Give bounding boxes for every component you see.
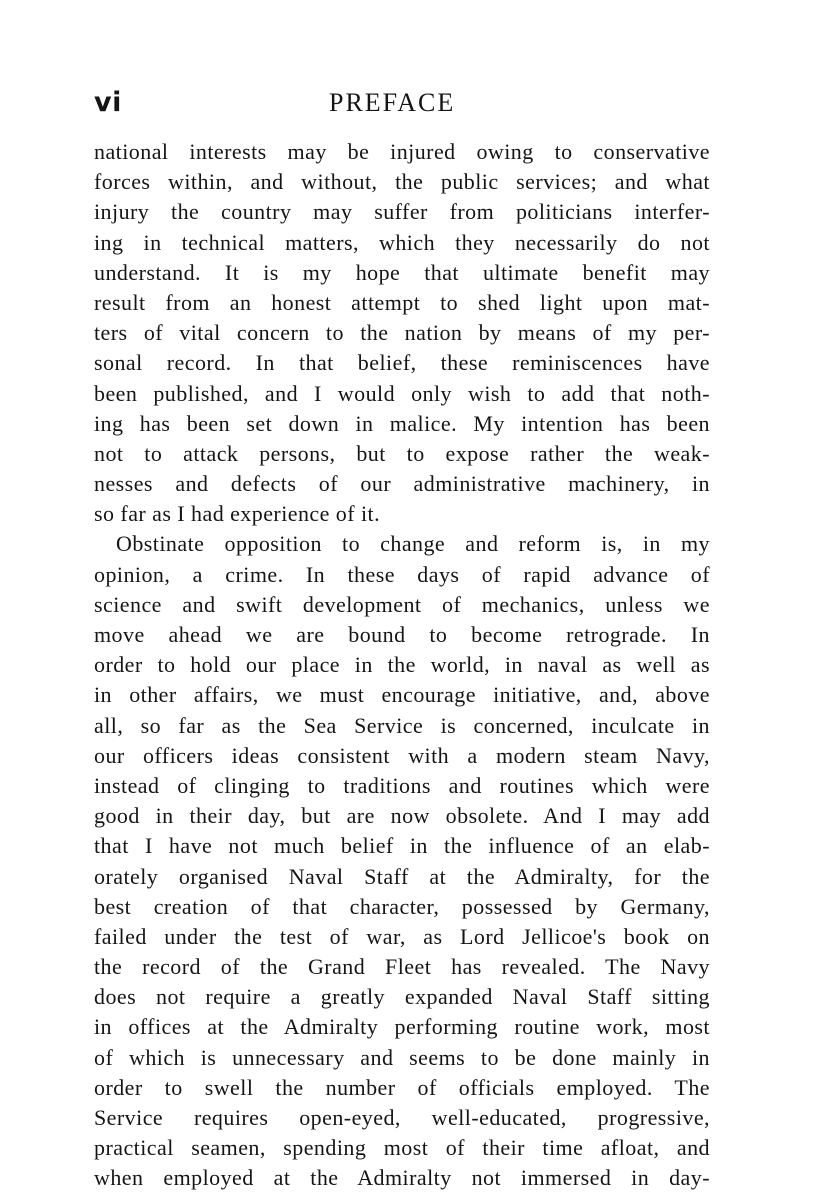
text-line: orately organised Naval Staff at the Admiralty, for the [94, 863, 710, 889]
paragraph-start-line: Obstinate opposition to change and reform is, in my [116, 531, 710, 557]
text-line: our officers ideas consistent with a modern steam Navy, [94, 742, 710, 768]
text-line: best creation of that character, possessed by Germany, [94, 893, 710, 919]
text-line: not to attack persons, but to expose rather the weak- [94, 440, 710, 466]
text-line: nesses and defects of our administrative machinery, in [94, 471, 710, 497]
text-line: order to swell the number of officials employed. The [94, 1074, 710, 1100]
text-line: the record of the Grand Fleet has revealed. The Navy [94, 954, 710, 980]
text-line: all, so far as the Sea Service is concerned, inculcate in [94, 712, 710, 738]
text-line: when employed at the Admiralty not immersed in day- [94, 1165, 710, 1191]
page-number: vi [94, 87, 122, 118]
text-line: that I have not much belief in the influence of an elab- [94, 833, 710, 859]
text-line: instead of clinging to traditions and routines which were [94, 772, 710, 798]
text-line: opinion, a crime. In these days of rapid advance of [94, 561, 710, 587]
text-line: science and swift development of mechanics, unless we [94, 591, 710, 617]
text-line: injury the country may suffer from politicians interfer- [94, 199, 710, 225]
running-head-title: PREFACE [329, 88, 456, 117]
page-header [94, 86, 714, 126]
text-line: ing in technical matters, which they necessarily do not [94, 229, 710, 255]
text-line: good in their day, but are now obsolete. And I may add [94, 803, 710, 829]
text-line: order to hold our place in the world, in naval as well as [94, 652, 710, 678]
text-line: ing has been set down in malice. My intention has been [94, 410, 710, 436]
text-line: result from an honest attempt to shed light upon mat- [94, 289, 710, 315]
text-line: move ahead we are bound to become retrograde. In [94, 622, 710, 647]
text-line: forces within, and without, the public services; and what [94, 169, 710, 195]
text-line: been published, and I would only wish to add that noth- [94, 380, 710, 406]
text-line: failed under the test of war, as Lord Jellicoe's book on [94, 923, 710, 949]
text-line: sonal record. In that belief, these reminiscences have [94, 350, 710, 376]
text-line: does not require a greatly expanded Naval Staff sitting [94, 984, 710, 1010]
text-line: ters of vital concern to the nation by means of my per- [94, 320, 710, 346]
text-line: in other affairs, we must encourage initiative, and, above [94, 682, 710, 708]
text-line: Service requires open-eyed, well-educated, progressive, [94, 1105, 710, 1130]
text-line: understand. It is my hope that ultimate benefit may [94, 259, 710, 285]
paragraph-end-line: so far as I had experience of it. [94, 501, 381, 527]
text-line: of which is unnecessary and seems to be done mainly in [94, 1044, 710, 1070]
text-line: practical seamen, spending most of their time afloat, and [94, 1135, 710, 1161]
text-line: in offices at the Admiralty performing routine work, most [94, 1014, 710, 1040]
body-text [94, 137, 710, 1194]
text-line: national interests may be injured owing to conservative [94, 139, 710, 164]
